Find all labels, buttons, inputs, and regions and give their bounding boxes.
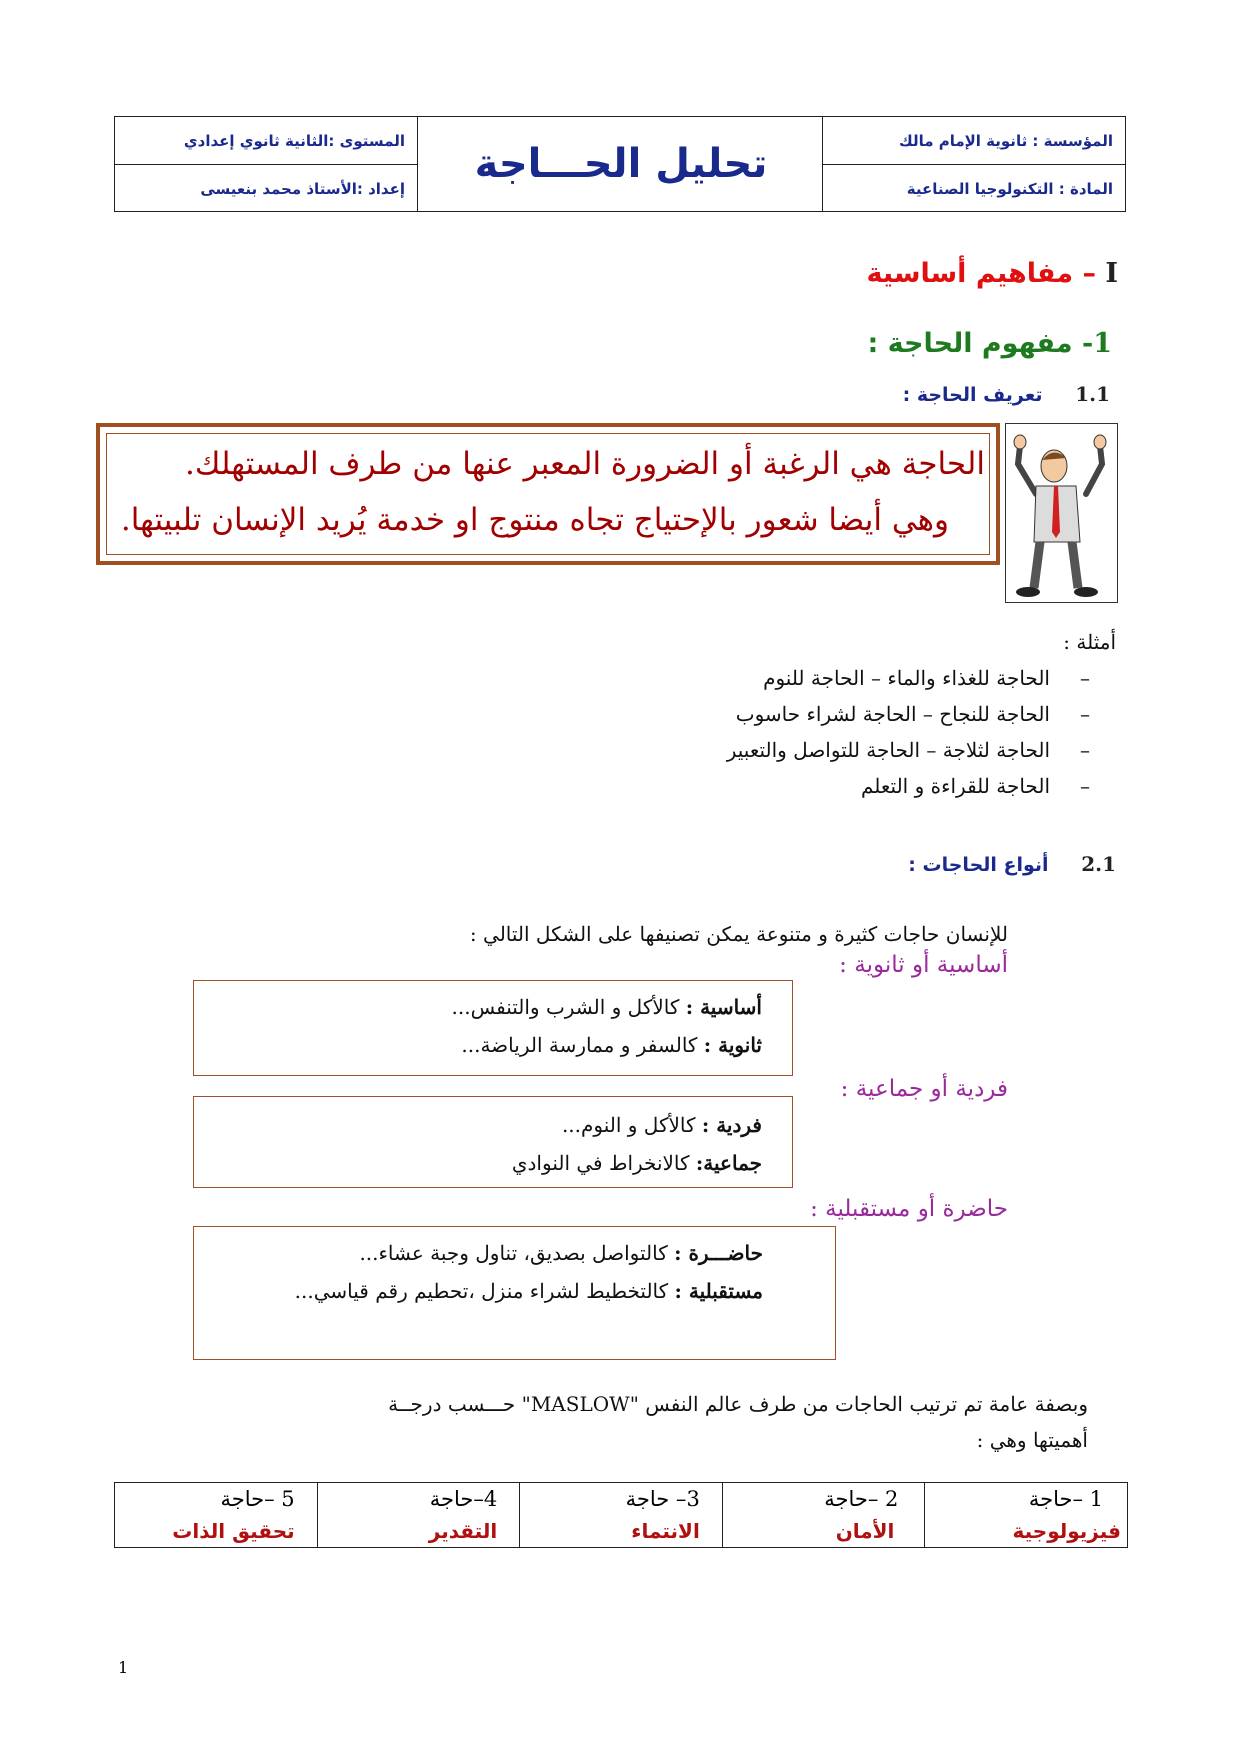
maslow-level-number: 3– حاجة (625, 1487, 700, 1511)
header-left-column (115, 117, 418, 211)
examples-label: أمثلة : (1063, 630, 1116, 654)
group-heading: أساسية أو ثانوية : (839, 952, 1008, 978)
subsubsection-title: أنواع الحاجات : (908, 854, 1049, 876)
definition-line-2: وهي أيضا شعور بالإحتياج تجاه منتوج او خدمة يُريد الإنسان تلبيتها. (120, 502, 949, 538)
subsection-number: 1- (1081, 328, 1112, 359)
maslow-level-cell (722, 1483, 925, 1547)
list-item: –الحاجة للغذاء والماء – الحاجة للنوم (763, 666, 1090, 690)
institution-label: المؤسسة : ثانوية الإمام مالك (823, 117, 1125, 165)
category-box (193, 1096, 793, 1188)
document-title: تحليل الحـــاجة (474, 141, 768, 187)
maslow-level-name: الأمان (835, 1519, 895, 1543)
maslow-level-number: 1 –حاجة (1028, 1487, 1103, 1511)
maslow-level-name: الانتماء (631, 1519, 700, 1543)
maslow-level-cell (519, 1483, 722, 1547)
document-header (114, 116, 1126, 212)
maslow-level-cell (924, 1483, 1127, 1547)
category-row: جماعية: كالانخراط في النوادي (511, 1151, 762, 1175)
maslow-level-number: 5 –حاجة (220, 1487, 295, 1511)
category-row: حاضـــرة : كالتواصل بصديق، تناول وجبة عشاء... (359, 1241, 763, 1265)
list-item: –الحاجة للنجاح – الحاجة لشراء حاسوب (735, 702, 1090, 726)
maslow-level-name: فيزيولوجية (1012, 1519, 1121, 1543)
definition-inner-frame (106, 433, 990, 555)
maslow-level-number: 2 –حاجة (824, 1487, 899, 1511)
subsubsection-number: 1.1 (1075, 382, 1110, 406)
section-number: I (1105, 258, 1118, 289)
definition-box (96, 423, 1000, 565)
group-heading: فردية أو جماعية : (840, 1076, 1008, 1102)
header-right-column (822, 117, 1125, 211)
category-row: فردية : كالأكل و النوم... (561, 1113, 762, 1137)
subsubsection-number: 2.1 (1081, 852, 1116, 876)
page-number: 1 (118, 1658, 129, 1677)
subsection-heading (867, 328, 1112, 359)
person-arms-raised-icon (1006, 424, 1117, 602)
subsection-title: مفهوم الحاجة : (867, 328, 1073, 359)
subject-label: المادة : التكنولوجيا الصناعية (906, 180, 1113, 198)
group-heading: حاضرة أو مستقبلية : (810, 1196, 1008, 1222)
figure-frame (1005, 423, 1118, 603)
maslow-level-cell (317, 1483, 520, 1547)
list-item: –الحاجة للقراءة و التعلم (860, 774, 1090, 798)
subsubsection-title: تعريف الحاجة : (902, 384, 1043, 406)
types-intro: للإنسان حاجات كثيرة و متنوعة يمكن تصنيفها على الشكل التالي : (469, 922, 1008, 946)
subsubsection-heading-1-1 (903, 382, 1110, 406)
list-item: –الحاجة لثلاجة – الحاجة للتواصل والتعبير (726, 738, 1090, 762)
examples-list (727, 666, 1090, 810)
category-box (193, 1226, 836, 1360)
maslow-level-name: تحقيق الذات (172, 1519, 295, 1543)
maslow-level-name: التقدير (428, 1519, 498, 1543)
maslow-table (114, 1482, 1128, 1548)
author-label: إعداد :الأستاذ محمد بنعيسى (200, 180, 405, 198)
maslow-paragraph-line-1: وبصفة عامة تم ترتيب الحاجات من طرف عالم النفس "MASLOW" حـــسب درجــة (388, 1392, 1088, 1416)
definition-line-1: الحاجة هي الرغبة أو الضرورة المعبر عنها من طرف المستهلك. (185, 446, 985, 482)
section-title: – مفاهيم أساسية (866, 258, 1096, 289)
header-title-cell (418, 117, 824, 211)
subsubsection-heading-2-1 (908, 852, 1116, 876)
category-row: مستقبلية : كالتخطيط لشراء منزل ،تحطيم رقم قياسي... (294, 1279, 763, 1303)
category-row: أساسية : كالأكل و الشرب والتنفس... (451, 995, 762, 1019)
category-box (193, 980, 793, 1076)
maslow-level-number: 4–حاجة (429, 1487, 498, 1511)
category-row: ثانوية : كالسفر و ممارسة الرياضة... (461, 1033, 762, 1057)
section-heading (867, 258, 1118, 289)
maslow-paragraph-line-2: أهميتها وهي : (976, 1428, 1088, 1452)
maslow-level-cell (115, 1483, 317, 1547)
level-label: المستوى :الثانية ثانوي إعدادي (115, 117, 417, 165)
